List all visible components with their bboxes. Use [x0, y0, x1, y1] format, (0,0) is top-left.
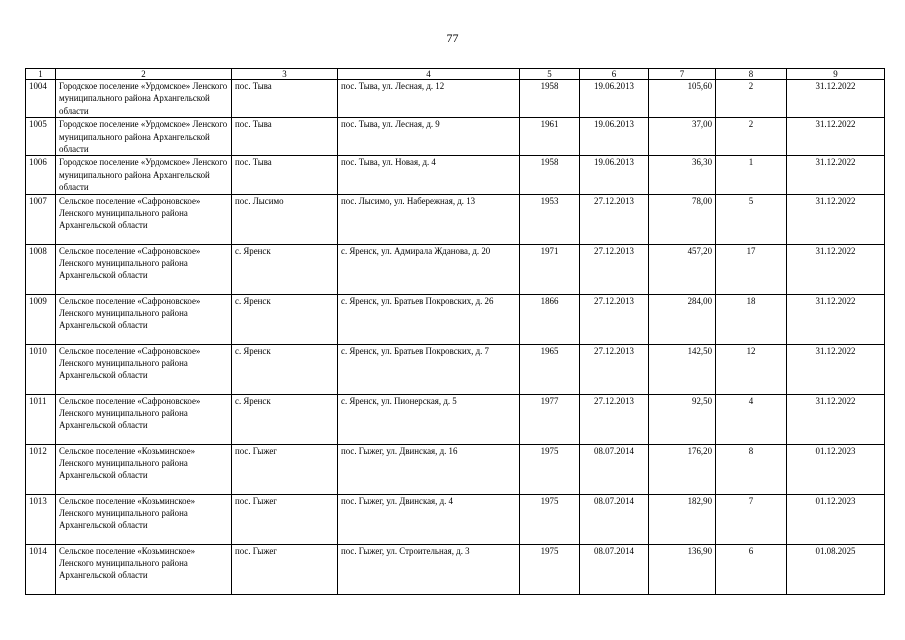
- count-cell: 8: [716, 444, 787, 494]
- date-cell: 19.06.2013: [580, 80, 649, 118]
- table-row: [26, 294, 885, 344]
- date-cell: 08.07.2014: [580, 494, 649, 544]
- date-cell: 08.07.2014: [580, 444, 649, 494]
- column-header-7: 7: [649, 69, 716, 80]
- address-cell: пос. Лысимо, ул. Набережная, д. 13: [338, 194, 520, 244]
- locality-cell: пос. Гыжег: [232, 444, 338, 494]
- municipality-cell: Городское поселение «Урдомское» Ленского муниципального района Архангельской области: [56, 80, 232, 118]
- locality-cell: пос. Тыва: [232, 118, 338, 156]
- date-cell: 27.12.2013: [580, 194, 649, 244]
- address-cell: с. Яренск, ул. Пионерская, д. 5: [338, 394, 520, 444]
- area-cell: 142,50: [649, 344, 716, 394]
- table-body: [26, 80, 885, 595]
- municipality-cell: Сельское поселение «Сафроновское» Ленского муниципального района Архангельской области: [56, 194, 232, 244]
- date-cell: 19.06.2013: [580, 156, 649, 194]
- year-cell: 1977: [520, 394, 580, 444]
- row-number: 1009: [26, 294, 56, 344]
- year-cell: 1958: [520, 156, 580, 194]
- address-cell: пос. Гыжег, ул. Строительная, д. 3: [338, 544, 520, 594]
- deadline-cell: 31.12.2022: [787, 294, 885, 344]
- address-cell: с. Яренск, ул. Братьев Покровских, д. 26: [338, 294, 520, 344]
- column-header-3: 3: [232, 69, 338, 80]
- deadline-cell: 31.12.2022: [787, 118, 885, 156]
- page-number: 77: [446, 31, 459, 45]
- date-cell: 27.12.2013: [580, 394, 649, 444]
- column-header-1: 1: [26, 69, 56, 80]
- year-cell: 1975: [520, 544, 580, 594]
- locality-cell: пос. Лысимо: [232, 194, 338, 244]
- row-number: 1004: [26, 80, 56, 118]
- municipality-cell: Городское поселение «Урдомское» Ленского муниципального района Архангельской области: [56, 118, 232, 156]
- locality-cell: с. Яренск: [232, 394, 338, 444]
- municipality-cell: Сельское поселение «Козьминское» Ленского муниципального района Архангельской области: [56, 544, 232, 594]
- deadline-cell: 31.12.2022: [787, 394, 885, 444]
- deadline-cell: 31.12.2022: [787, 244, 885, 294]
- count-cell: 1: [716, 156, 787, 194]
- count-cell: 12: [716, 344, 787, 394]
- year-cell: 1958: [520, 80, 580, 118]
- deadline-cell: 31.12.2022: [787, 194, 885, 244]
- registry-table: [25, 68, 885, 595]
- municipality-cell: Сельское поселение «Сафроновское» Ленского муниципального района Архангельской области: [56, 244, 232, 294]
- municipality-cell: Сельское поселение «Сафроновское» Ленского муниципального района Архангельской области: [56, 294, 232, 344]
- address-cell: пос. Тыва, ул. Новая, д. 4: [338, 156, 520, 194]
- deadline-cell: 01.12.2023: [787, 444, 885, 494]
- year-cell: 1965: [520, 344, 580, 394]
- column-header-8: 8: [716, 69, 787, 80]
- address-cell: пос. Гыжег, ул. Двинская, д. 16: [338, 444, 520, 494]
- column-header-4: 4: [338, 69, 520, 80]
- table-row: [26, 244, 885, 294]
- year-cell: 1953: [520, 194, 580, 244]
- year-cell: 1971: [520, 244, 580, 294]
- deadline-cell: 31.12.2022: [787, 344, 885, 394]
- count-cell: 18: [716, 294, 787, 344]
- year-cell: 1961: [520, 118, 580, 156]
- table-row: [26, 394, 885, 444]
- address-cell: с. Яренск, ул. Адмирала Жданова, д. 20: [338, 244, 520, 294]
- deadline-cell: 31.12.2022: [787, 156, 885, 194]
- locality-cell: пос. Тыва: [232, 80, 338, 118]
- table-row: [26, 194, 885, 244]
- row-number: 1013: [26, 494, 56, 544]
- count-cell: 4: [716, 394, 787, 444]
- locality-cell: с. Яренск: [232, 344, 338, 394]
- count-cell: 17: [716, 244, 787, 294]
- count-cell: 2: [716, 80, 787, 118]
- row-number: 1011: [26, 394, 56, 444]
- column-header-9: 9: [787, 69, 885, 80]
- date-cell: 27.12.2013: [580, 344, 649, 394]
- municipality-cell: Сельское поселение «Козьминское» Ленского муниципального района Архангельской области: [56, 444, 232, 494]
- header-row: [26, 69, 885, 80]
- date-cell: 19.06.2013: [580, 118, 649, 156]
- locality-cell: с. Яренск: [232, 244, 338, 294]
- table-row: [26, 444, 885, 494]
- locality-cell: пос. Гыжег: [232, 544, 338, 594]
- area-cell: 176,20: [649, 444, 716, 494]
- count-cell: 2: [716, 118, 787, 156]
- municipality-cell: Городское поселение «Урдомское» Ленского муниципального района Архангельской области: [56, 156, 232, 194]
- row-number: 1007: [26, 194, 56, 244]
- date-cell: 08.07.2014: [580, 544, 649, 594]
- table-row: [26, 156, 885, 194]
- area-cell: 457,20: [649, 244, 716, 294]
- year-cell: 1866: [520, 294, 580, 344]
- area-cell: 37,00: [649, 118, 716, 156]
- row-number: 1014: [26, 544, 56, 594]
- date-cell: 27.12.2013: [580, 294, 649, 344]
- row-number: 1005: [26, 118, 56, 156]
- area-cell: 36,30: [649, 156, 716, 194]
- address-cell: пос. Тыва, ул. Лесная, д. 12: [338, 80, 520, 118]
- area-cell: 92,50: [649, 394, 716, 444]
- row-number: 1010: [26, 344, 56, 394]
- table-row: [26, 344, 885, 394]
- address-cell: пос. Тыва, ул. Лесная, д. 9: [338, 118, 520, 156]
- table-row: [26, 494, 885, 544]
- count-cell: 7: [716, 494, 787, 544]
- row-number: 1008: [26, 244, 56, 294]
- address-cell: с. Яренск, ул. Братьев Покровских, д. 7: [338, 344, 520, 394]
- column-header-5: 5: [520, 69, 580, 80]
- area-cell: 182,90: [649, 494, 716, 544]
- deadline-cell: 31.12.2022: [787, 80, 885, 118]
- municipality-cell: Сельское поселение «Козьминское» Ленского муниципального района Архангельской области: [56, 494, 232, 544]
- locality-cell: пос. Гыжег: [232, 494, 338, 544]
- area-cell: 105,60: [649, 80, 716, 118]
- table-row: [26, 544, 885, 594]
- area-cell: 78,00: [649, 194, 716, 244]
- locality-cell: с. Яренск: [232, 294, 338, 344]
- date-cell: 27.12.2013: [580, 244, 649, 294]
- locality-cell: пос. Тыва: [232, 156, 338, 194]
- deadline-cell: 01.08.2025: [787, 544, 885, 594]
- row-number: 1012: [26, 444, 56, 494]
- year-cell: 1975: [520, 444, 580, 494]
- area-cell: 284,00: [649, 294, 716, 344]
- column-header-2: 2: [56, 69, 232, 80]
- count-cell: 5: [716, 194, 787, 244]
- row-number: 1006: [26, 156, 56, 194]
- municipality-cell: Сельское поселение «Сафроновское» Ленского муниципального района Архангельской области: [56, 344, 232, 394]
- table-row: [26, 80, 885, 118]
- table-row: [26, 118, 885, 156]
- count-cell: 6: [716, 544, 787, 594]
- address-cell: пос. Гыжег, ул. Двинская, д. 4: [338, 494, 520, 544]
- year-cell: 1975: [520, 494, 580, 544]
- municipality-cell: Сельское поселение «Сафроновское» Ленского муниципального района Архангельской области: [56, 394, 232, 444]
- column-header-6: 6: [580, 69, 649, 80]
- area-cell: 136,90: [649, 544, 716, 594]
- deadline-cell: 01.12.2023: [787, 494, 885, 544]
